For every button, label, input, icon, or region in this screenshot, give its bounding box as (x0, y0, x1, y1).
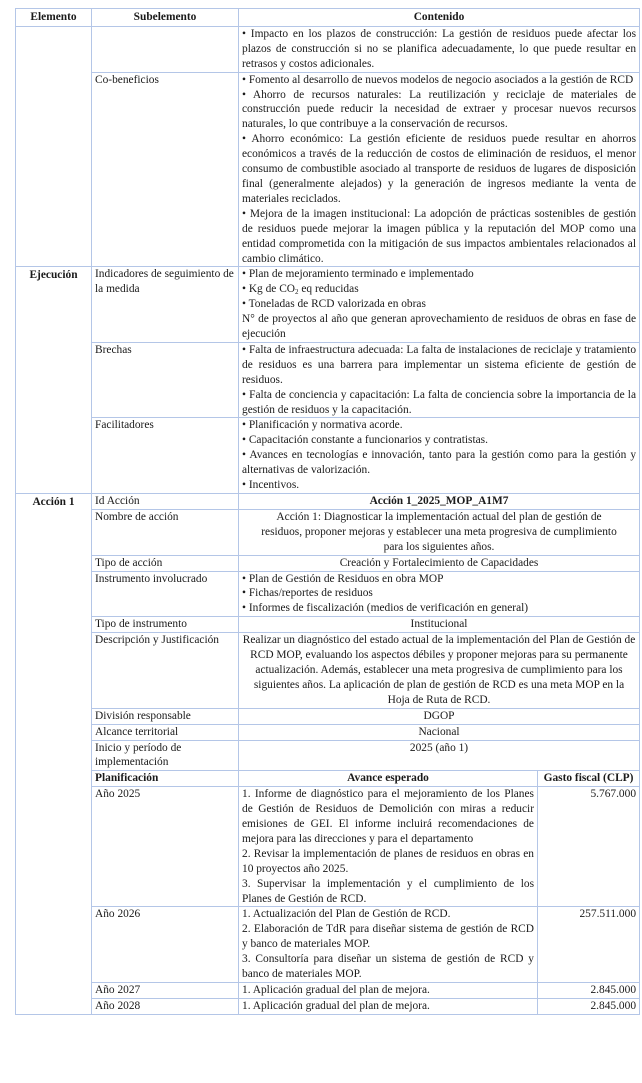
tipo-accion-value: Creación y Fortalecimiento de Capacidades (239, 555, 640, 571)
avance-cell (239, 907, 538, 983)
elemento-ejecucion: Ejecución (16, 267, 92, 494)
table-row-instrumento (16, 571, 640, 617)
subelemento-label: Alcance territorial (92, 724, 239, 740)
gasto-value: 5.767.000 (538, 787, 640, 907)
list-item: • Falta de conciencia y capacitación: La falta de conciencia sobre la importancia de la gestión de residuos y la capacitación. (242, 388, 637, 416)
table-row (16, 26, 640, 72)
planificacion-row-2026 (16, 907, 640, 983)
contenido-cell (239, 72, 640, 267)
planificacion-row-2025 (16, 787, 640, 907)
list-item: 1. Aplicación gradual del plan de mejora. (242, 999, 430, 1012)
year-label: Año 2027 (92, 983, 239, 999)
alcance-value: Nacional (239, 724, 640, 740)
contenido-cell (239, 418, 640, 494)
contenido-cell (239, 267, 640, 343)
list-item: • Plan de Gestión de Residuos en obra MOP (242, 572, 444, 585)
list-item (242, 282, 636, 297)
avance-cell (239, 983, 538, 999)
avance-cell (239, 998, 538, 1014)
subelemento-label: Inicio y período de implementación (92, 740, 239, 771)
list-item: • Impacto en los plazos de construcción: La gestión de residuos puede afectar los plazos de construcción si no se planifica adecuadamente, lo que puede resultar en retrasos y costos adicionales. (242, 27, 637, 70)
list-item: 1. Informe de diagnóstico para el mejoramiento de los Planes de Gestión de Residuos de Demolición con miras a reducir emisiones de GEI. El informe incluirá recomendaciones de mejora para las direcciones y para el departamento (242, 788, 534, 845)
table-row-division (16, 708, 640, 724)
list-item: • Plan de mejoramiento terminado e implementado (242, 268, 474, 281)
table-row-tipo-accion (16, 555, 640, 571)
list-item: 3. Supervisar la implementación y el cumplimiento de los Planes de Gestión de RCD. (242, 877, 534, 905)
subelemento-label: Brechas (92, 342, 239, 418)
list-item: • Ahorro económico: La gestión eficiente de residuos puede resultar en ahorros económicos a través de la reducción de costos de eliminación de residuos, el menor consumo de combustible asociado al transporte de residuos de lugares de disposición final (generalmente alejados) y la generación de ingresos mediante la venta de materiales reciclados. (242, 133, 637, 205)
subelemento-label: Instrumento involucrado (92, 571, 239, 617)
list-item: • Capacitación constante a funcionarios y contratistas. (242, 434, 488, 447)
header-elemento: Elemento (16, 9, 92, 27)
planificacion-header: Planificación (92, 771, 239, 787)
gasto-value: 2.845.000 (538, 998, 640, 1014)
subelemento-label: División responsable (92, 708, 239, 724)
table-row-inicio (16, 740, 640, 771)
division-value: DGOP (239, 708, 640, 724)
text: • Kg de CO (242, 283, 296, 296)
subelemento-label: Nombre de acción (92, 509, 239, 555)
table-row-tipo-instrumento (16, 617, 640, 633)
year-label: Año 2025 (92, 787, 239, 907)
header-row (16, 9, 640, 27)
table-row-facilitadores (16, 418, 640, 494)
planificacion-row-2027 (16, 983, 640, 999)
table-row-cobeneficios (16, 72, 640, 267)
list-item: • Fomento al desarrollo de nuevos modelos de negocio asociados a la gestión de RCD (242, 73, 634, 86)
descripcion-value: Realizar un diagnóstico del estado actual de la implementación del Plan de Gestión de RCD MOP, evaluando los aspectos débiles y proponer mejoras para su permanente actualización. Además, establecer una meta progresiva de cumplimiento para los siguientes años. La aplicación de plan de gestión de RCD es una meta MOP en la Hoja de Ruta de RCD. (239, 633, 640, 709)
inicio-value: 2025 (año 1) (239, 740, 640, 771)
subscript: 2 (295, 288, 299, 297)
subelemento-cell-empty (92, 26, 239, 72)
subelemento-label: Indicadores de seguimiento de la medida (92, 267, 239, 343)
gasto-value: 257.511.000 (538, 907, 640, 983)
subelemento-label: Co-beneficios (92, 72, 239, 267)
list-item: • Incentivos. (242, 479, 300, 492)
list-item: • Falta de infraestructura adecuada: La falta de instalaciones de reciclaje y tratamiento de residuos es una barrera para implementar un sistema eficiente de gestión de residuos. (242, 343, 637, 386)
list-item: • Fichas/reportes de residuos (242, 587, 373, 600)
gasto-value: 2.845.000 (538, 983, 640, 999)
list-item: 2. Revisar la implementación de planes de residuos en obras en 10 proyectos año 2025. (242, 847, 534, 875)
id-accion-value: Acción 1_2025_MOP_A1M7 (239, 494, 640, 510)
list-item: 3. Consultoría para diseñar un sistema de gestión de RCD y banco de materiales MOP. (242, 953, 534, 981)
contenido-cell (239, 342, 640, 418)
year-label: Año 2028 (92, 998, 239, 1014)
planificacion-header-row (16, 771, 640, 787)
gasto-header: Gasto fiscal (CLP) (538, 771, 640, 787)
table-row-nombre-accion (16, 509, 640, 555)
subelemento-label: Id Acción (92, 494, 239, 510)
year-label: Año 2026 (92, 907, 239, 983)
contenido-cell (239, 26, 640, 72)
subelemento-label: Facilitadores (92, 418, 239, 494)
subelemento-label: Descripción y Justificación (92, 633, 239, 709)
list-item: 1. Aplicación gradual del plan de mejora. (242, 984, 430, 996)
table-row-descripcion (16, 633, 640, 709)
list-item: • Ahorro de recursos naturales: La reutilización y reciclaje de materiales de construcción puede reducir la necesidad de extraer y procesar nuevos recursos naturales, lo que contribuye a la conservación de recursos. (242, 88, 637, 131)
instrumento-value (239, 571, 640, 617)
table-row-brechas (16, 342, 640, 418)
table-row-indicadores (16, 267, 640, 343)
avance-cell (239, 787, 538, 907)
subelemento-label: Tipo de acción (92, 555, 239, 571)
avance-header: Avance esperado (239, 771, 538, 787)
measure-table (15, 8, 640, 1015)
header-contenido: Contenido (239, 9, 640, 27)
tipo-instrumento-value: Institucional (239, 617, 640, 633)
table-row-id-accion (16, 494, 640, 510)
elemento-cell-empty (16, 26, 92, 267)
list-item: • Informes de fiscalización (medios de verificación en general) (242, 602, 529, 615)
list-item: 1. Actualización del Plan de Gestión de RCD. (242, 908, 451, 921)
nombre-accion-value: Acción 1: Diagnosticar la implementación actual del plan de gestión de residuos, proponer mejoras y establecer una meta progresiva de cumplimiento para los siguientes años. (239, 509, 640, 555)
header-subelemento: Subelemento (92, 9, 239, 27)
list-item: • Toneladas de RCD valorizada en obras (242, 298, 426, 311)
planificacion-row-2028 (16, 998, 640, 1014)
list-item: • Avances en tecnologías e innovación, tanto para la gestión como para la gestión y alternativas de valorización. (242, 449, 637, 477)
list-item: • Planificación y normativa acorde. (242, 419, 403, 432)
list-item: N° de proyectos al año que generan aprovechamiento de residuos de obras en fase de ejecución (242, 313, 637, 341)
list-item: • Mejora de la imagen institucional: La adopción de prácticas sostenibles de gestión de residuos puede mejorar la imagen pública y la reputación del MOP como una entidad comprometida con la mitigación de sus impactos ambientales relacionados al cambio climático. (242, 207, 637, 265)
text: eq reducidas (298, 283, 359, 296)
table-row-alcance (16, 724, 640, 740)
subelemento-label: Tipo de instrumento (92, 617, 239, 633)
list-item: 2. Elaboración de TdR para diseñar sistema de gestión de RCD y banco de materiales MOP. (242, 923, 534, 951)
elemento-accion: Acción 1 (16, 494, 92, 1015)
